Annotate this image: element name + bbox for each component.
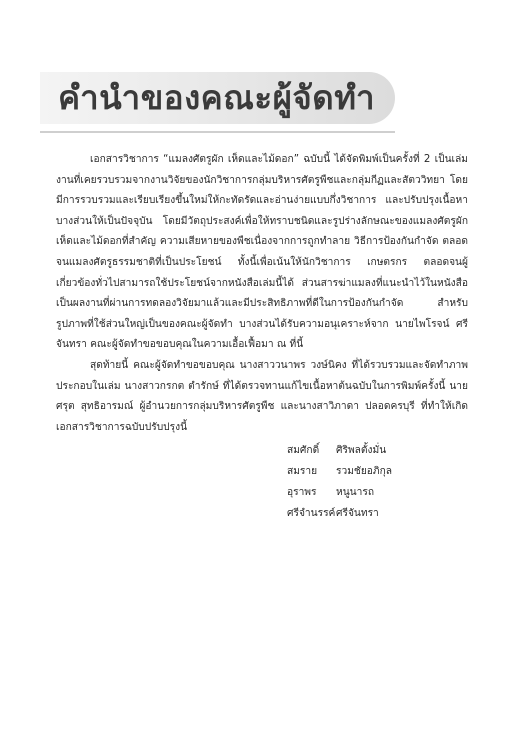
- signatory-last-name: ศิริพลตั้งมั่น: [336, 445, 387, 456]
- preface-paragraph: สุดท้ายนี้ คณะผู้จัดทำขอขอบคุณ นางสาววนาพร วงษ์นิคง ที่ได้รวบรวมและจัดทำภาพประกอบในเล่ม นางสาวกรกต ตำรักษ์ ที่ได้ตรวจทานแก้ไขเนื้อหาต้นฉบับในการพิมพ์ครั้งนี้ นายศรุต สุทธิอารมณ์ ผู้อำนวยการกลุ่มบริหารศัตรูพืช และนางสาวิภาดา ปลอดครบุรี ที่ทำให้เกิดเอกสารวิชาการฉบับปรับปรุงนี้: [56, 359, 468, 433]
- signatory-first-name: สมราย: [287, 466, 318, 477]
- signatory: [287, 461, 392, 482]
- signatory-last-name: หนูนารถ: [336, 487, 375, 498]
- signatory-last-name: ศรีจันทรา: [336, 508, 379, 519]
- signatory: [287, 440, 392, 461]
- signatory: [287, 482, 392, 503]
- signatory-first-name: อุราพร: [287, 487, 317, 498]
- signatory-first-name: สมศักดิ์: [287, 445, 320, 456]
- page-title: คำนำของคณะผู้จัดทำ: [58, 78, 375, 117]
- signatory: [287, 503, 392, 524]
- preface-paragraph: เอกสารวิชาการ “แมลงศัตรูผัก เห็ดและไม้ดอก” ฉบับนี้ ได้จัดพิมพ์เป็นครั้งที่ 2 เป็นเล่มงานที่เคยรวบรวมจากงานวิจัยของนักวิชาการกลุ่มบริหารศัตรูพืชและกลุ่มกีฏและสัตววิทยา โดยมีการรวบรวมและเรียบเรียงขึ้นใหม่ให้กะทัดรัดและอ่านง่ายแบบกึ่งวิชาการ และปรับปรุงเนื้อหาบางส่วนให้เป็นปัจจุบัน โดยมีวัตถุประสงค์เพื่อให้ทราบชนิดและรูปร่างลักษณะของแมลงศัตรูผัก เห็ดและไม้ดอกที่สำคัญ ความเสียหายของพืชเนื่องจากการถูกทำลาย วิธีการป้องกันกำจัด ตลอดจนแมลงศัตรูธรรมชาติที่เป็นประโยชน์ ทั้งนี้เพื่อเน้นให้นักวิชาการ เกษตรกร ตลอดจนผู้เกี่ยวข้องทั่วไปสามารถใช้ประโยชน์จากหนังสือเล่มนี้ได้ ส่วนสารฆ่าแมลงที่แนะนำไว้ในหนังสือเป็นผลงานที่ผ่านการทดลองวิจัยมาแล้วและมีประสิทธิภาพที่ดีในการป้องกันกำจัด สำหรับรูปภาพที่ใช้ส่วนใหญ่เป็นของคณะผู้จัดทำ บางส่วนได้รับความอนุเคราะห์จาก นายไพโรจน์ ศรีจันทรา คณะผู้จัดทำขอขอบคุณในความเอื้อเฟื้อมา ณ ที่นี้: [56, 154, 468, 351]
- header-divider: [40, 131, 395, 133]
- signatory-first-name: ศรีจำนรรค์: [287, 508, 336, 519]
- preface-body: [56, 150, 468, 438]
- signature-block: [287, 440, 392, 524]
- signatory-last-name: รวมชัยอภิกุล: [336, 466, 393, 477]
